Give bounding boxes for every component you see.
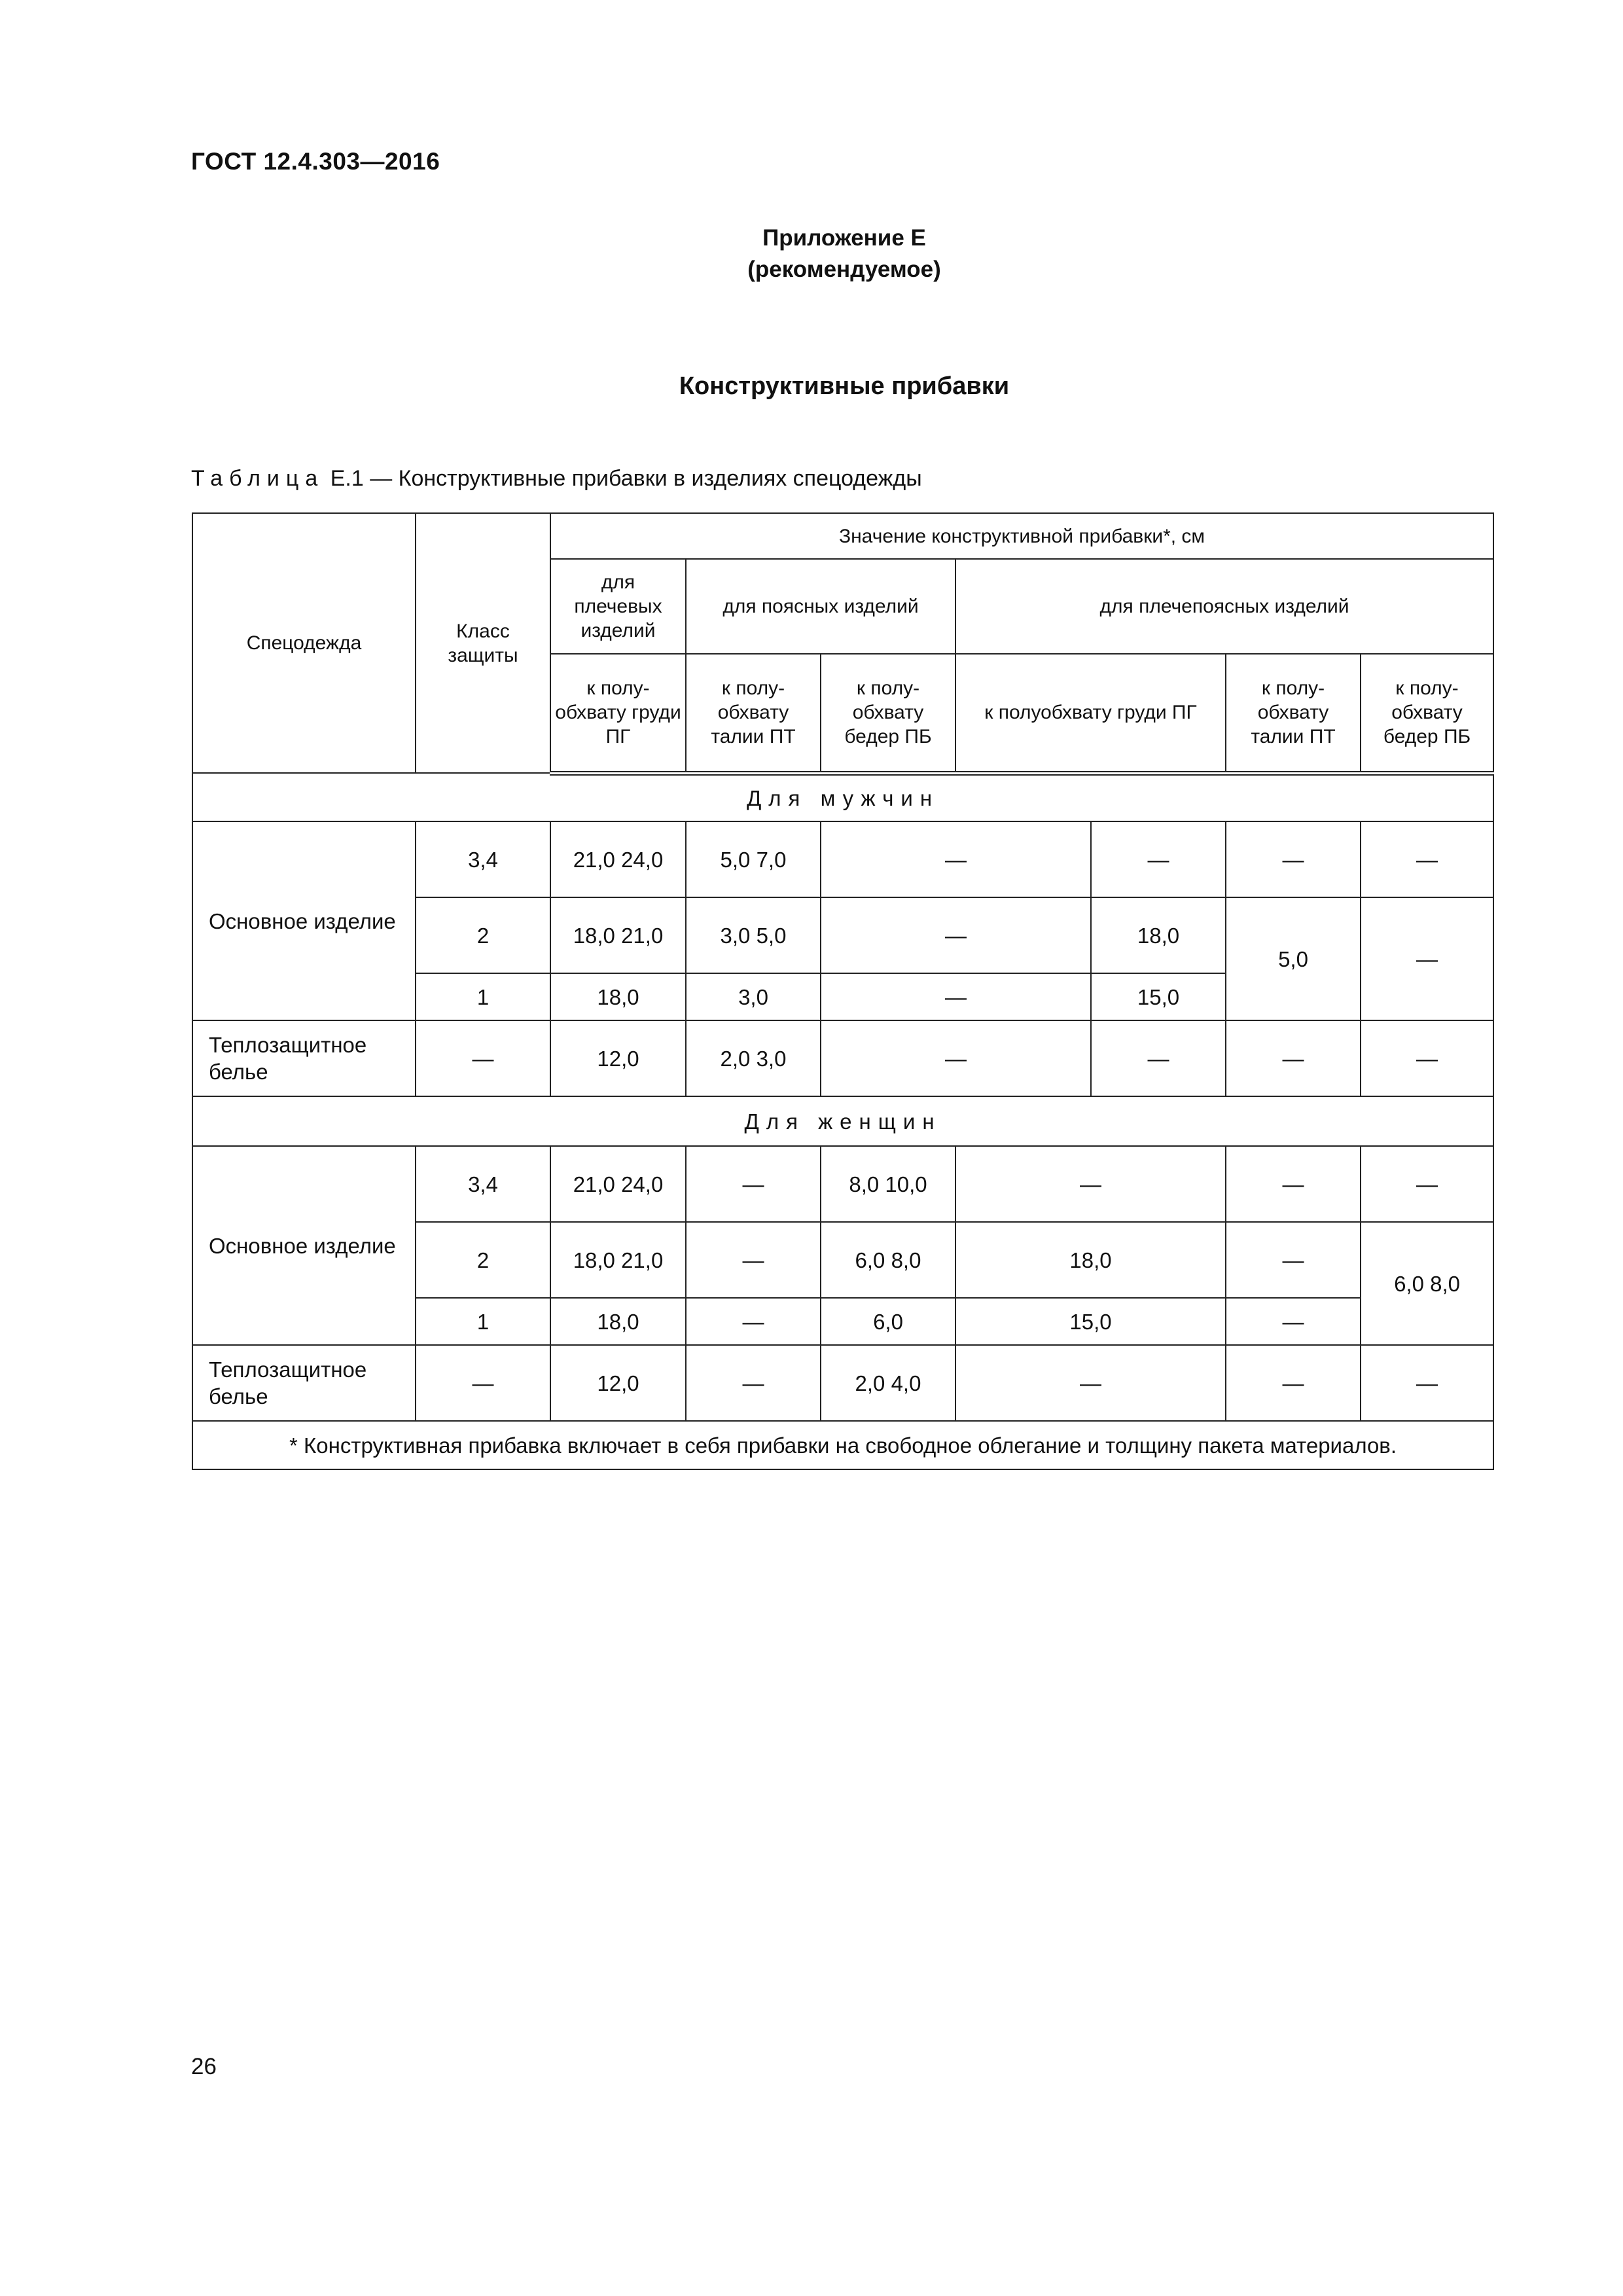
section-women: Для женщин <box>192 1096 1493 1146</box>
class-cell: 2 <box>416 1222 550 1298</box>
value-cell: — <box>1091 821 1226 897</box>
garment-thermal-underwear: Теплозащитное белье <box>192 1345 416 1421</box>
value-cell: 8,0 10,0 <box>821 1146 955 1222</box>
class-cell: 1 <box>416 973 550 1020</box>
header-shoulder-waist-items: для плечепоясных изделий <box>955 559 1493 654</box>
value-cell: — <box>1226 821 1361 897</box>
table-caption-word: Таблица <box>191 466 325 491</box>
header-waist-items: для поясных изделий <box>686 559 955 654</box>
subheader-waist-pt: к полу-обхвату талии ПТ <box>686 654 821 773</box>
value-cell: 5,0 <box>1226 897 1361 1020</box>
class-cell: 1 <box>416 1298 550 1345</box>
class-cell: 3,4 <box>416 821 550 897</box>
value-cell: 12,0 <box>550 1020 686 1096</box>
value-cell: — <box>1361 1345 1493 1421</box>
value-cell: — <box>686 1345 821 1421</box>
class-cell: — <box>416 1020 550 1096</box>
table-footnote: * Конструктивная прибавка включает в себя прибавки на свободное облегание и толщину пакета материалов. <box>192 1421 1493 1469</box>
value-cell: 6,0 8,0 <box>1361 1222 1493 1345</box>
value-cell: — <box>1361 1146 1493 1222</box>
value-cell: 6,0 8,0 <box>821 1222 955 1298</box>
document-code: ГОСТ 12.4.303—2016 <box>191 148 440 175</box>
class-cell: — <box>416 1345 550 1421</box>
subheader-waist-pt: к полу-обхвату талии ПТ <box>1226 654 1361 773</box>
header-allowance-value: Значение конструктивной прибавки*, см <box>550 513 1493 559</box>
appendix-heading <box>0 223 1623 285</box>
header-protection-class: Класс защиты <box>416 513 550 773</box>
value-cell: — <box>1226 1345 1361 1421</box>
value-cell: 18,0 <box>550 973 686 1020</box>
value-cell: 18,0 21,0 <box>550 1222 686 1298</box>
value-cell: 3,0 5,0 <box>686 897 821 973</box>
table-caption <box>191 466 922 492</box>
value-cell: — <box>1361 821 1493 897</box>
header-shoulder-items: для плечевых изделий <box>550 559 686 654</box>
value-cell: — <box>821 973 1091 1020</box>
value-cell: 5,0 7,0 <box>686 821 821 897</box>
value-cell: — <box>686 1222 821 1298</box>
appendix-note: (рекомендуемое) <box>747 257 941 282</box>
value-cell: — <box>1226 1298 1361 1345</box>
value-cell: — <box>1091 1020 1226 1096</box>
garment-main-item: Основное изделие <box>192 821 416 1020</box>
value-cell: 15,0 <box>1091 973 1226 1020</box>
value-cell: 2,0 3,0 <box>686 1020 821 1096</box>
class-cell: 3,4 <box>416 1146 550 1222</box>
value-cell: 2,0 4,0 <box>821 1345 955 1421</box>
value-cell: — <box>686 1298 821 1345</box>
value-cell: — <box>955 1146 1226 1222</box>
allowances-table <box>192 512 1494 1470</box>
appendix-title: Приложение Е <box>762 225 926 251</box>
value-cell: — <box>1226 1146 1361 1222</box>
value-cell: 6,0 <box>821 1298 955 1345</box>
value-cell: — <box>1361 1020 1493 1096</box>
value-cell: — <box>1226 1222 1361 1298</box>
table-row <box>192 821 1493 897</box>
table-row <box>192 1345 1493 1421</box>
section-men: Для мужчин <box>192 773 1493 821</box>
page-number: 26 <box>191 2054 217 2079</box>
value-cell: 21,0 24,0 <box>550 821 686 897</box>
value-cell: 18,0 <box>1091 897 1226 973</box>
subheader-chest-pg: к полу-обхвату груди ПГ <box>550 654 686 773</box>
value-cell: 21,0 24,0 <box>550 1146 686 1222</box>
value-cell: — <box>1361 897 1493 1020</box>
value-cell: 18,0 <box>955 1222 1226 1298</box>
value-cell: 12,0 <box>550 1345 686 1421</box>
value-cell: — <box>821 897 1091 973</box>
value-cell: 18,0 <box>550 1298 686 1345</box>
value-cell: — <box>821 821 1091 897</box>
value-cell: — <box>955 1345 1226 1421</box>
value-cell: 15,0 <box>955 1298 1226 1345</box>
header-garment: Спецодежда <box>192 513 416 773</box>
value-cell: 3,0 <box>686 973 821 1020</box>
subheader-hips-pb: к полу-обхвату бедер ПБ <box>821 654 955 773</box>
subheader-hips-pb: к полу-обхвату бедер ПБ <box>1361 654 1493 773</box>
subheader-chest-pg: к полуобхвату груди ПГ <box>955 654 1226 773</box>
garment-main-item: Основное изделие <box>192 1146 416 1345</box>
value-cell: — <box>1226 1020 1361 1096</box>
garment-thermal-underwear: Теплозащитное белье <box>192 1020 416 1096</box>
value-cell: — <box>686 1146 821 1222</box>
table-row <box>192 1146 1493 1222</box>
value-cell: — <box>821 1020 1091 1096</box>
table-row <box>192 1020 1493 1096</box>
class-cell: 2 <box>416 897 550 973</box>
table-caption-text: Е.1 — Конструктивные прибавки в изделиях спецодежды <box>324 466 922 491</box>
section-title: Конструктивные прибавки <box>679 372 1010 400</box>
value-cell: 18,0 21,0 <box>550 897 686 973</box>
